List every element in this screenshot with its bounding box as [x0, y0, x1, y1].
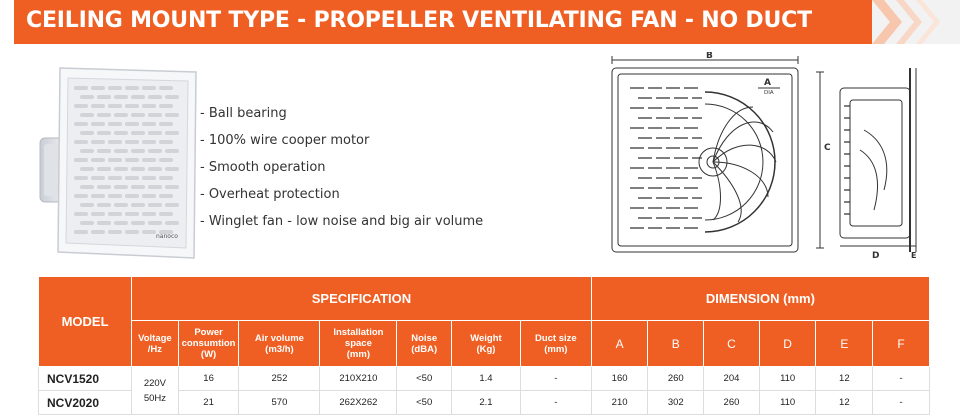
brand-logo: nanoco: [156, 233, 178, 240]
feature-item: - Overheat protection: [200, 187, 340, 202]
dim-d-cell: 110: [759, 391, 816, 415]
col-voltage: Voltage /Hz: [132, 321, 179, 367]
dimension-header: DIMENSION (mm): [591, 277, 929, 321]
dim-c-cell: 204: [704, 367, 760, 391]
col-dim-b: B: [648, 321, 704, 367]
specification-header: SPECIFICATION: [132, 277, 592, 321]
dim-b-cell: 260: [648, 367, 704, 391]
col-dim-f: F: [873, 321, 930, 367]
weight-cell: 1.4: [452, 367, 521, 391]
feature-item: - Smooth operation: [200, 160, 326, 175]
air-volume-cell: 252: [239, 367, 320, 391]
col-power: Power consumtion (W): [178, 321, 239, 367]
feature-list: [200, 104, 483, 239]
side-view-drawing: [812, 60, 932, 260]
dim-b-cell: 302: [648, 391, 704, 415]
col-duct-size: Duct size (mm): [520, 321, 591, 367]
page-title: CEILING MOUNT TYPE - PROPELLER VENTILATING FAN - NO DUCT: [26, 8, 812, 33]
page-header: [0, 0, 960, 46]
col-dim-d: D: [759, 321, 816, 367]
dim-label-a: A: [764, 78, 771, 88]
dim-d-cell: 110: [759, 367, 816, 391]
dim-c-cell: 260: [704, 391, 760, 415]
product-photo: [38, 62, 198, 262]
dim-a-cell: 160: [591, 367, 648, 391]
dim-e-cell: 12: [816, 367, 873, 391]
col-installation: Installation space (mm): [320, 321, 397, 367]
col-weight: Weight (Kg): [452, 321, 521, 367]
model-cell: NCV1520: [39, 367, 132, 391]
chevron-decoration: [800, 0, 960, 44]
model-cell: NCV2020: [39, 391, 132, 415]
dim-label-b: B: [706, 52, 713, 61]
col-dim-a: A: [591, 321, 648, 367]
noise-cell: <50: [397, 367, 452, 391]
dim-f-cell: -: [873, 367, 930, 391]
dim-f-cell: -: [873, 391, 930, 415]
installation-cell: 262X262: [320, 391, 397, 415]
dim-label-d: D: [872, 251, 880, 260]
dim-a-cell: 210: [591, 391, 648, 415]
table-row: [39, 367, 930, 391]
col-dim-c: C: [704, 321, 760, 367]
installation-cell: 210X210: [320, 367, 397, 391]
power-cell: 16: [178, 367, 239, 391]
duct-cell: -: [520, 391, 591, 415]
col-dim-e: E: [816, 321, 873, 367]
power-cell: 21: [178, 391, 239, 415]
model-header: MODEL: [39, 277, 132, 367]
feature-item: - Winglet fan - low noise and big air volume: [200, 214, 484, 229]
weight-cell: 2.1: [452, 391, 521, 415]
front-view-drawing: [608, 52, 818, 262]
dim-label-dia: DIA: [764, 90, 774, 96]
voltage-cell: 220V 50Hz: [132, 367, 179, 415]
noise-cell: <50: [397, 391, 452, 415]
duct-cell: -: [520, 367, 591, 391]
feature-item: - Ball bearing: [200, 106, 287, 121]
col-air-volume: Air volume (m3/h): [239, 321, 320, 367]
dim-label-e: E: [911, 251, 917, 260]
spec-table: [38, 276, 930, 415]
dim-e-cell: 12: [816, 391, 873, 415]
dim-label-c: C: [824, 143, 831, 153]
col-noise: Noise (dBA): [397, 321, 452, 367]
air-volume-cell: 570: [239, 391, 320, 415]
feature-item: - 100% wire cooper motor: [200, 133, 370, 148]
